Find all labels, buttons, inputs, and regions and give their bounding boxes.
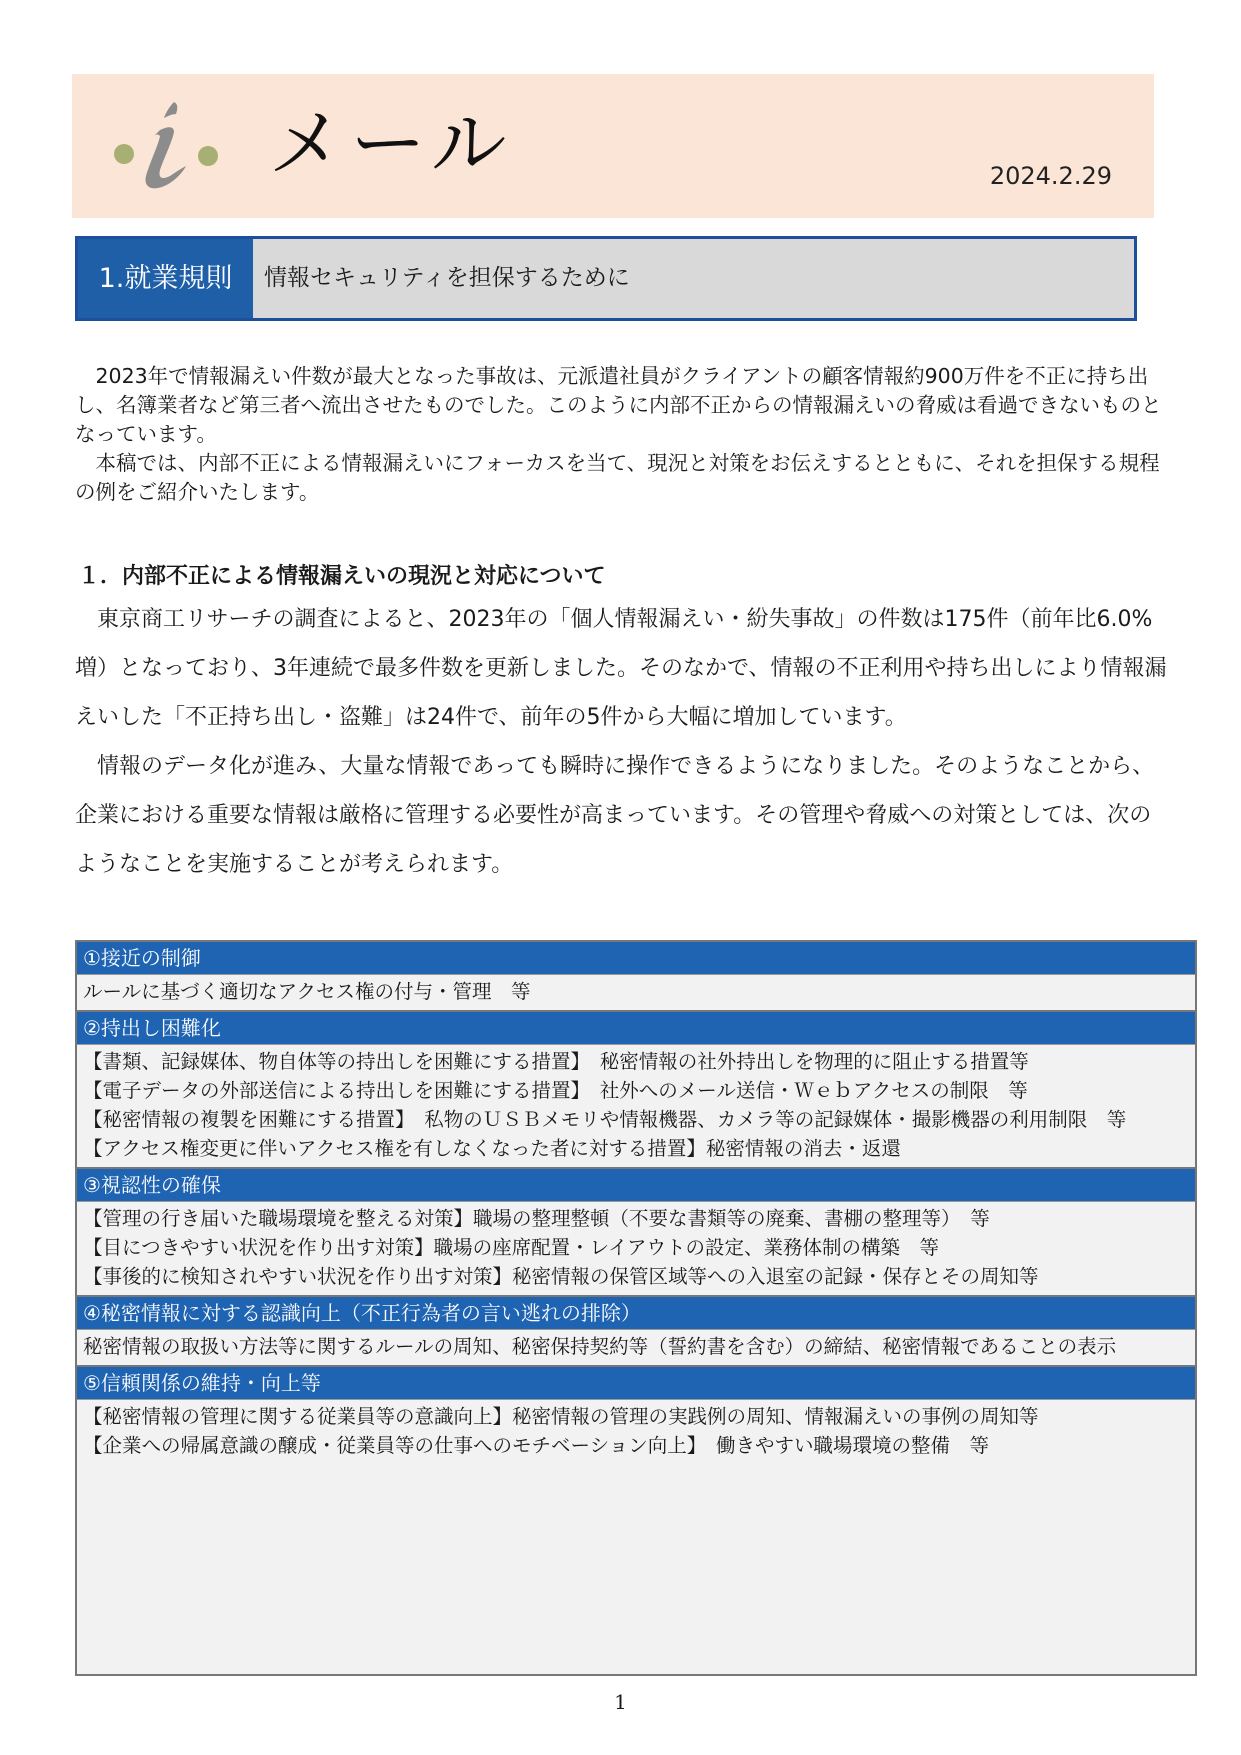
section-bar (75, 236, 1137, 321)
measure-heading: ②持出し困難化 (77, 1012, 1195, 1045)
measure-line: 【目につきやすい状況を作り出す対策】職場の座席配置・レイアウトの設定、業務体制の構築 等 (83, 1236, 940, 1259)
measure-line: 【秘密情報の管理に関する従業員等の意識向上】秘密情報の管理の実践例の周知、情報漏えいの事例の周知等 (83, 1405, 1039, 1428)
section-title: 情報セキュリティを担保するために (264, 265, 630, 291)
i-mail-logo-icon (112, 96, 222, 196)
measures-table (75, 940, 1197, 1676)
measure-body (77, 1202, 1195, 1297)
body-paragraph: 情報のデータ化が進み、大量な情報であっても瞬時に操作できるようになりました。そのようなことから、企業における重要な情報は厳格に管理する必要性が高まっています。その管理や脅威への対策としては、次のようなことを実施することが考えられます。 (75, 754, 1155, 877)
newsletter-title: メール (268, 99, 513, 188)
measure-line: 秘密情報の取扱い方法等に関するルールの周知、秘密保持契約等（誓約書を含む）の締結、秘密情報であることの表示 (83, 1335, 1117, 1358)
measure-line: 【管理の行き届いた職場環境を整える対策】職場の整理整頓（不要な書類等の廃棄、書棚の整理等） 等 (83, 1207, 990, 1230)
section-number: 1.就業規則 (78, 239, 253, 318)
page-number: 1 (614, 1690, 627, 1714)
body-paragraph: 東京商工リサーチの調査によると、2023年の「個人情報漏えい・紛失事故」の件数は175件（前年比6.0%増）となっており、3年連続で最多件数を更新しました。そのなかで、情報の不正利用や持ち出しにより情報漏えいした「不正持ち出し・盗難」は24件で、前年の5件から大幅に増加しています。 (75, 607, 1167, 730)
subsection-heading: １．内部不正による情報漏えいの現況と対応について (78, 564, 606, 589)
measure-body (77, 1400, 1195, 1464)
measure-body (77, 1330, 1195, 1367)
measure-heading: ③視認性の確保 (77, 1169, 1195, 1202)
intro-paragraph: 2023年で情報漏えい件数が最大となった事故は、元派遣社員がクライアントの顧客情報約900万件を不正に持ち出し、名簿業者など第三者へ流出させたものでした。このように内部不正からの情報漏えいの脅威は看過できないものとなっています。 (75, 364, 1162, 446)
measure-heading: ⑤信頼関係の維持・向上等 (77, 1367, 1195, 1400)
measure-line: 【書類、記録媒体、物自体等の持出しを困難にする措置】 秘密情報の社外持出しを物理的に阻止する措置等 (83, 1050, 1029, 1073)
measure-body (77, 1045, 1195, 1169)
measure-heading: ④秘密情報に対する認識向上（不正行為者の言い逃れの排除） (77, 1297, 1195, 1330)
issue-date: 2024.2.29 (989, 162, 1112, 190)
subsection-body (75, 595, 1170, 889)
intro-paragraph: 本稿では、内部不正による情報漏えいにフォーカスを当て、現況と対策をお伝えするとともに、それを担保する規程の例をご紹介いたします。 (75, 451, 1160, 504)
intro-text (75, 362, 1165, 507)
measure-line: 【アクセス権変更に伴いアクセス権を有しなくなった者に対する措置】秘密情報の消去・返還 (83, 1137, 901, 1160)
measure-line: 【事後的に検知されやすい状況を作り出す対策】秘密情報の保管区域等への入退室の記録・保存とその周知等 (83, 1265, 1039, 1288)
measure-heading: ①接近の制御 (77, 942, 1195, 975)
measure-body (77, 975, 1195, 1012)
measure-line: ルールに基づく適切なアクセス権の付与・管理 等 (83, 980, 531, 1003)
measure-line: 【秘密情報の複製を困難にする措置】 私物のＵＳＢメモリや情報機器、カメラ等の記録媒体・撮影機器の利用制限 等 (83, 1108, 1127, 1131)
measure-line: 【電子データの外部送信による持出しを困難にする措置】 社外へのメール送信・Ｗｅｂアクセスの制限 等 (83, 1079, 1028, 1102)
newsletter-header (72, 74, 1154, 218)
measure-line: 【企業への帰属意識の醸成・従業員等の仕事へのモチベーション向上】 働きやすい職場環境の整備 等 (83, 1434, 989, 1457)
